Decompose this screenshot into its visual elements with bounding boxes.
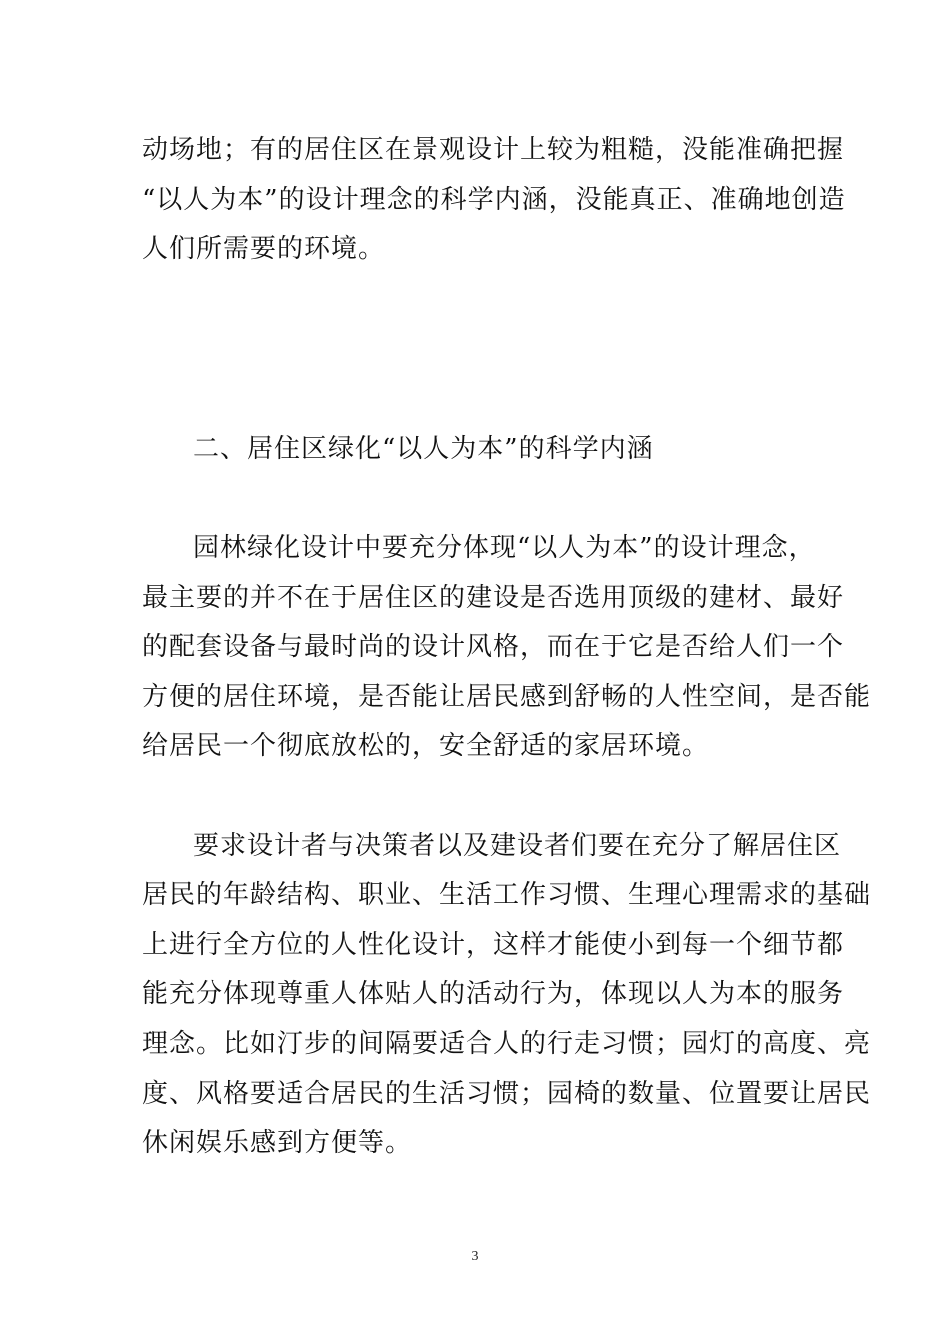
text-line: 给居民一个彻底放松的，安全舒适的家居环境。 (142, 731, 710, 761)
page-number: 3 (471, 1249, 479, 1264)
text-line: 度、风格要适合居民的生活习惯；园椅的数量、位置要让居民 (142, 1079, 872, 1109)
text-line: 理念。比如汀步的间隔要适合人的行走习惯；园灯的高度、亮 (142, 1029, 872, 1059)
text-line: 上进行全方位的人性化设计，这样才能使小到每一个细节都 (142, 930, 845, 960)
text-line: 要求设计者与决策者以及建设者们要在充分了解居住区 (193, 831, 842, 861)
section-heading: 二、居住区绿化“以人为本”的科学内涵 (193, 434, 654, 464)
text-line: “以人为本”的设计理念的科学内涵，没能真正、准确地创造 (142, 185, 846, 215)
text-line: 人们所需要的环境。 (142, 234, 386, 264)
text-line: 园林绿化设计中要充分体现“以人为本”的设计理念， (193, 533, 816, 563)
text-line: 休闲娱乐感到方便等。 (142, 1128, 413, 1158)
text-line: 居民的年龄结构、职业、生活工作习惯、生理心理需求的基础 (142, 880, 872, 910)
text-line: 最主要的并不在于居住区的建设是否选用顶级的建材、最好 (142, 583, 845, 613)
text-line: 方便的居住环境，是否能让居民感到舒畅的人性空间，是否能 (142, 682, 872, 712)
text-line: 动场地；有的居住区在景观设计上较为粗糙，没能准确把握 (142, 135, 845, 165)
text-line: 的配套设备与最时尚的设计风格，而在于它是否给人们一个 (142, 632, 845, 662)
text-line: 能充分体现尊重人体贴人的活动行为，体现以人为本的服务 (142, 979, 845, 1009)
